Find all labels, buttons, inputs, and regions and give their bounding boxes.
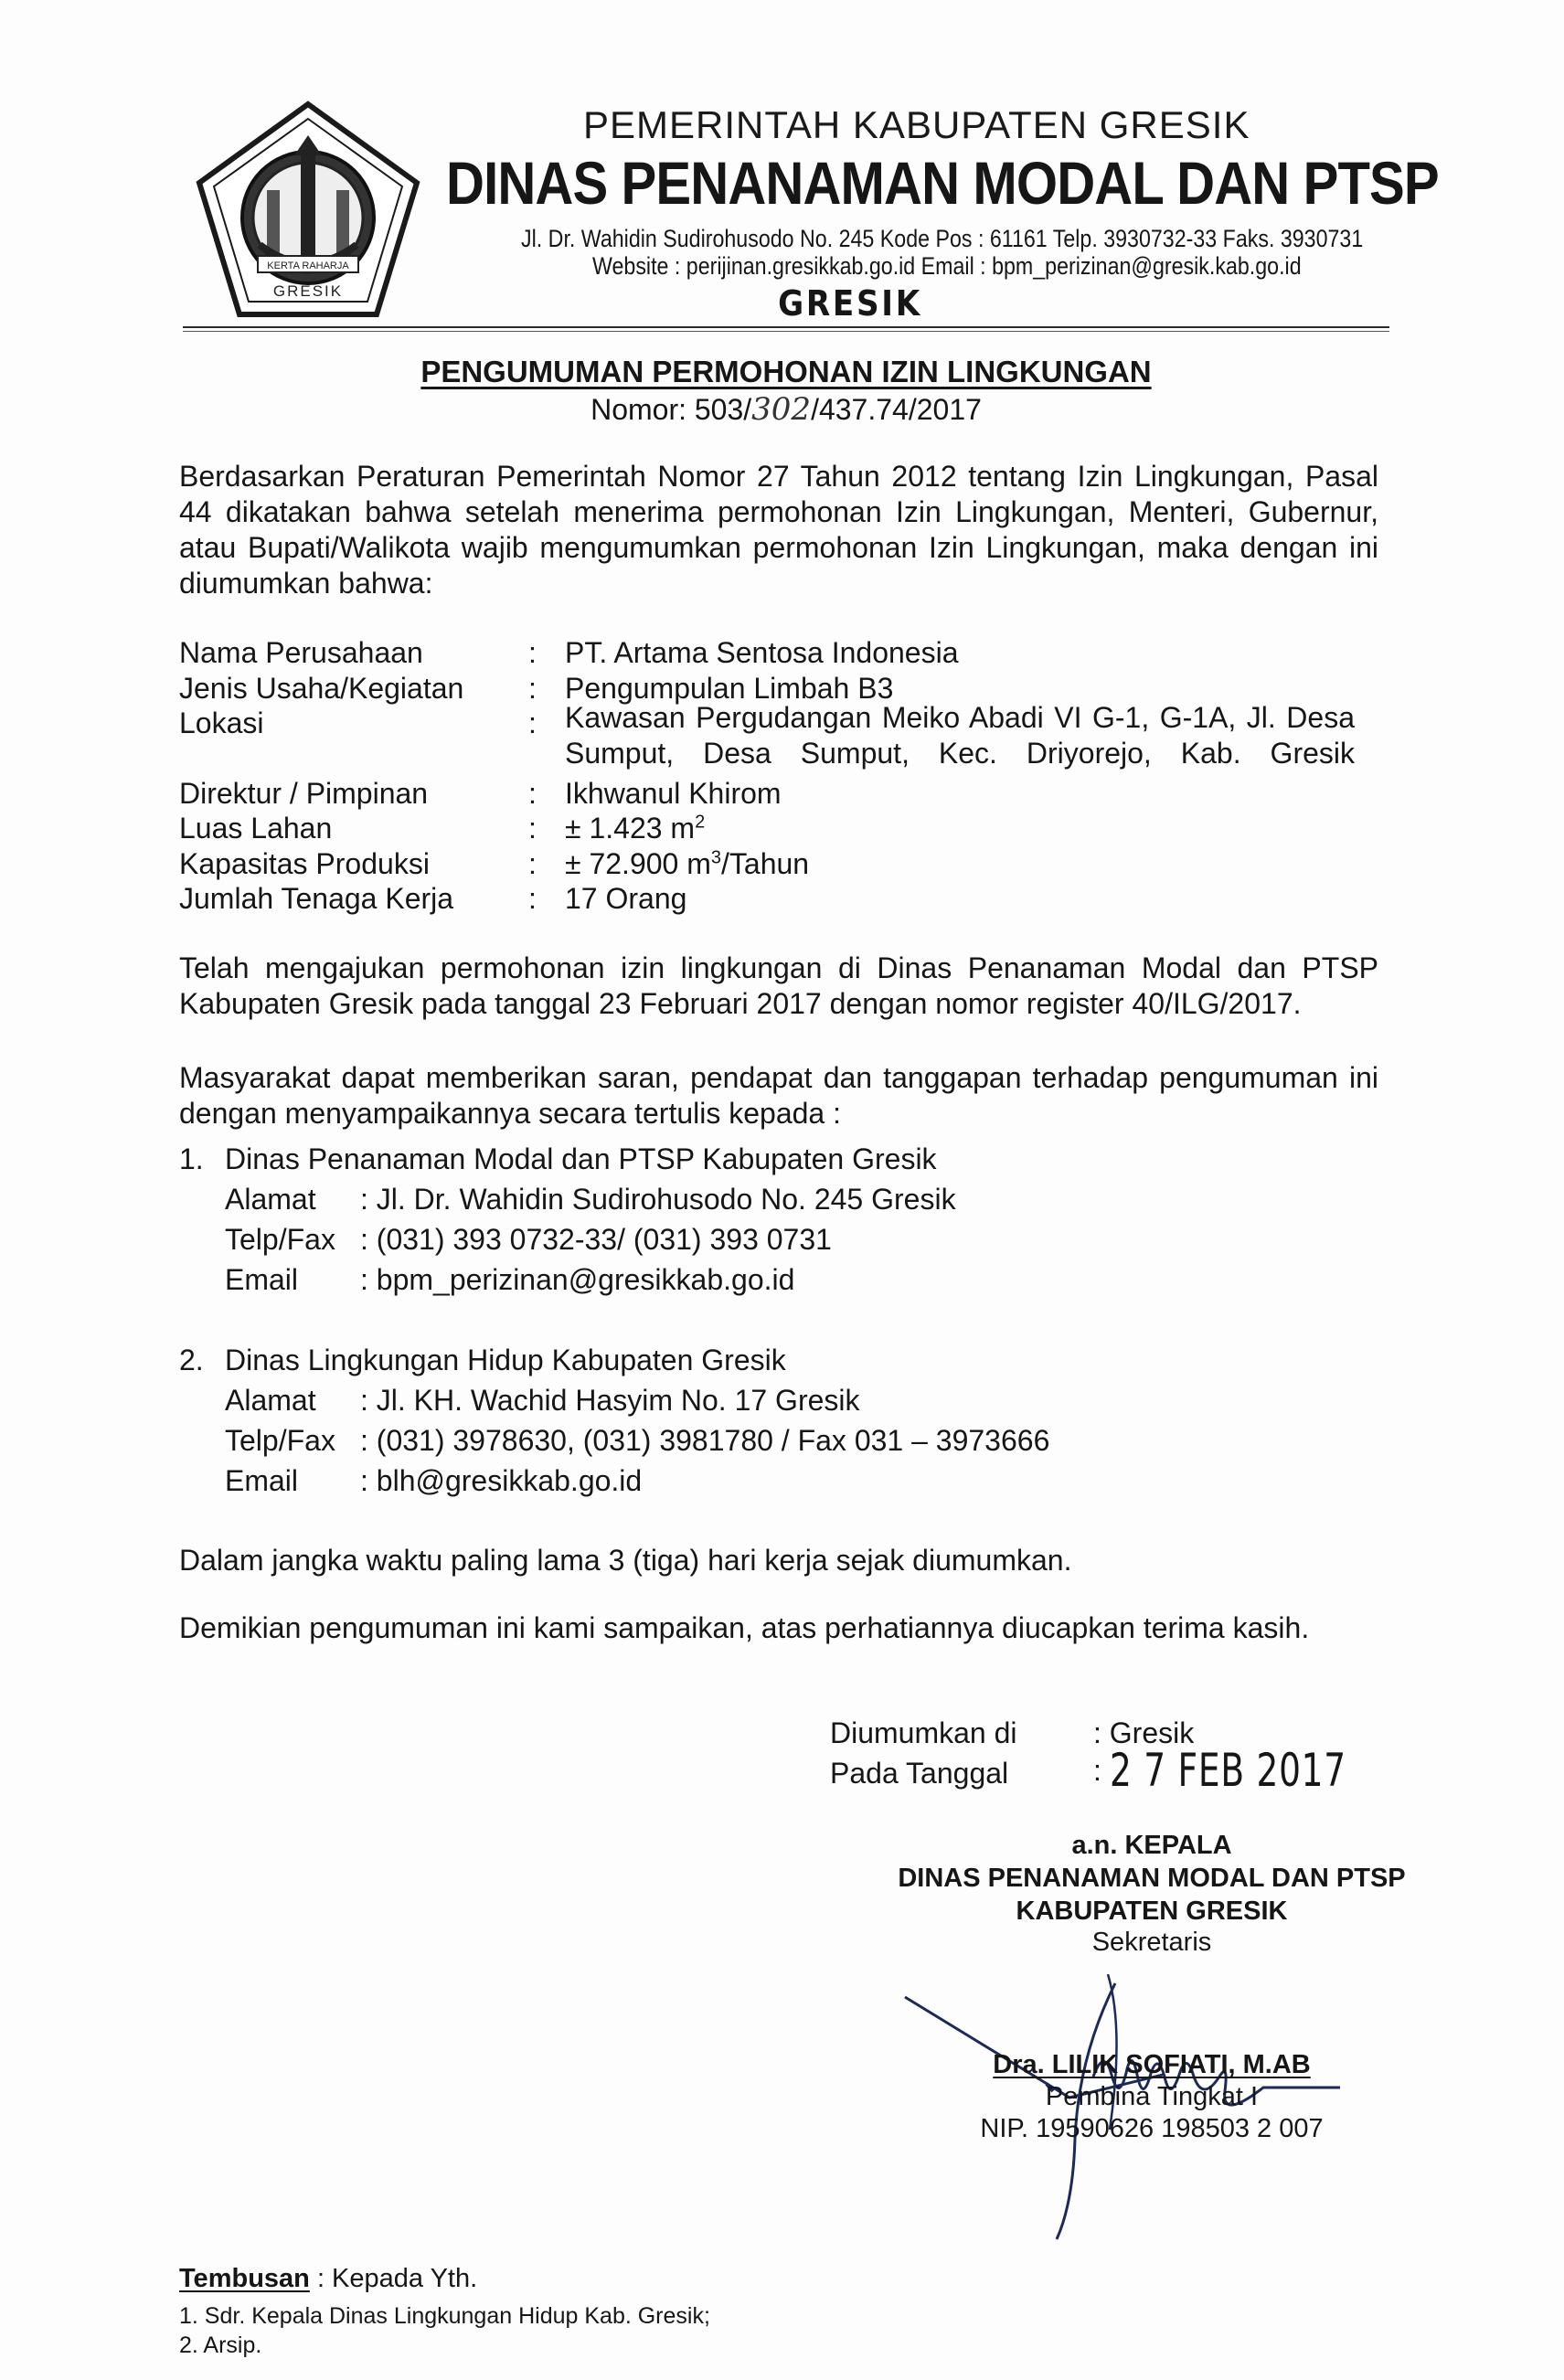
signer-rank: Pembina Tingkat I — [1045, 2082, 1259, 2111]
letterhead-rule — [183, 326, 1389, 328]
address-label: Alamat — [225, 1183, 316, 1216]
letterhead-city: GRESIK — [778, 283, 922, 324]
letterhead-address: Jl. Dr. Wahidin Sudirohusodo No. 245 Kode Pos : 61161 Telp. 3930732-33 Faks. 3930731 — [521, 225, 1364, 252]
on-behalf-of: a.n. KEPALA — [1071, 1831, 1232, 1860]
phone-label: Telp/Fax — [225, 1424, 335, 1457]
signer-name: Dra. LILIK SOFIATI, M.AB — [993, 2050, 1311, 2079]
area-value: ± 1.423 $m^2$ — [565, 812, 706, 845]
announcement-title: PENGUMUMAN PERMOHONAN IZIN LINGKUNGAN — [420, 355, 1152, 388]
signer-position: Sekretaris — [1091, 1928, 1212, 1957]
company-label: Nama Perusahaan — [179, 636, 423, 669]
phone-value: : (031) 3978630, (031) 3981780 / Fax 031 – 3973666 — [360, 1424, 1050, 1457]
intro-paragraph: Berdasarkan Peraturan Pemerintah Nomor 27 Tahun 2012 tentang Izin Lingkungan, Pasal 44 dikatakan bahwa setelah menerima permohonan Izin Lingkungan, Menteri, Gubernur, atau Bupati/Walikota wajib mengumumkan permohonan Izin Lingkungan, maka dengan ini diumumkan bahwa: — [179, 460, 1378, 600]
date-stamp: 2 7 FEB 2017 — [1109, 1744, 1346, 1797]
location-value: Kawasan Pergudangan Meiko Abadi VI G-1, G-1A, Jl. Desa Sumput, Desa Sumput, Kec. Driyorejo, Kab. Gresik — [565, 701, 1355, 770]
invitation-paragraph: Masyarakat dapat memberikan saran, pendapat dan tanggapan terhadap pengumuman ini dengan menyampaikannya secara tertulis kepada : — [179, 1061, 1378, 1130]
copies-heading: Tembusan : Kepada Yth. — [179, 2264, 478, 2293]
address-value: : Jl. KH. Wachid Hasyim No. 17 Gresik — [360, 1384, 860, 1417]
emblem-ribbon-text: KERTA RAHARJA — [267, 260, 349, 271]
colon: : — [528, 636, 537, 669]
letterhead-rule-thin — [183, 331, 1389, 332]
closing-paragraph: Demikian pengumuman ini kami sampaikan, atas perhatiannya diucapkan terima kasih. — [179, 1611, 1310, 1644]
colon: : — [528, 707, 537, 739]
signing-office: DINAS PENANAMAN MODAL DAN PTSP — [898, 1864, 1406, 1893]
colon: : — [528, 882, 537, 915]
capacity-label: Kapasitas Produksi — [179, 847, 430, 880]
business-label: Jenis Usaha/Kegiatan — [179, 672, 464, 705]
colon: : — [528, 777, 537, 810]
date-label: Pada Tanggal — [830, 1757, 1009, 1790]
letterhead-website: Website : perijinan.gresikkab.go.id Email : bpm_perizinan@gresik.kab.go.id — [592, 252, 1302, 280]
copy-recipient: 1. Sdr. Kepala Dinas Lingkungan Hidup Kab. Gresik; — [179, 2303, 710, 2329]
copy-recipient: 2. Arsip. — [179, 2332, 262, 2358]
colon: : — [528, 812, 537, 845]
company-value: PT. Artama Sentosa Indonesia — [565, 636, 959, 669]
email-value: : bpm_perizinan@gresikkab.go.id — [360, 1263, 795, 1296]
letterhead-office: DINAS PENANAMAN MODAL DAN PTSP — [446, 149, 1439, 217]
workers-value: 17 Orang — [565, 882, 687, 915]
signer-nip: NIP. 19590626 198503 2 007 — [980, 2114, 1324, 2143]
signing-regency: KABUPATEN GRESIK — [1016, 1897, 1288, 1926]
business-value: Pengumpulan Limbah B3 — [565, 672, 894, 705]
address-label: Alamat — [225, 1384, 316, 1417]
workers-label: Jumlah Tenaga Kerja — [179, 882, 454, 915]
contact-office-name: Dinas Penanaman Modal dan PTSP Kabupaten Gresik — [225, 1142, 937, 1175]
submission-paragraph: Telah mengajukan permohonan izin lingkungan di Dinas Penanaman Modal dan PTSP Kabupaten Gresik pada tanggal 23 Februari 2017 dengan nomor register 40/ILG/2017. — [179, 951, 1378, 1020]
deadline-paragraph: Dalam jangka waktu paling lama 3 (tiga) hari kerja sejak diumumkan. — [179, 1544, 1072, 1577]
place-label: Diumumkan di — [830, 1716, 1017, 1749]
contact-office-name: Dinas Lingkungan Hidup Kabupaten Gresik — [225, 1344, 786, 1376]
director-label: Direktur / Pimpinan — [179, 777, 429, 810]
email-value: : blh@gresikkab.go.id — [360, 1464, 643, 1497]
phone-value: : (031) 393 0732-33/ (031) 393 0731 — [360, 1223, 832, 1256]
email-label: Email — [225, 1263, 299, 1296]
colon: : — [528, 847, 537, 880]
emblem-name: GRESIK — [272, 282, 344, 300]
email-label: Email — [225, 1464, 299, 1497]
letter-number: Nomor: 503/302/437.74/2017 — [590, 391, 982, 428]
capacity-value: ± 72.900 $m^3$/Tahun — [565, 847, 810, 880]
letterhead-government: PEMERINTAH KABUPATEN GRESIK — [583, 103, 1250, 146]
address-value: : Jl. Dr. Wahidin Sudirohusodo No. 245 Gresik — [360, 1183, 956, 1216]
handwritten-number: 302 — [751, 391, 812, 428]
date-value: : 2 7 FEB 2017 — [1093, 1744, 1346, 1797]
colon: : — [528, 672, 537, 705]
director-value: Ikhwanul Khirom — [565, 777, 782, 810]
area-label: Luas Lahan — [179, 812, 333, 845]
gresik-regency-emblem — [194, 99, 422, 323]
place-value: : Gresik — [1093, 1716, 1195, 1749]
phone-label: Telp/Fax — [225, 1223, 335, 1256]
contact-number: 1. — [179, 1142, 204, 1175]
location-label: Lokasi — [179, 707, 264, 739]
contact-number: 2. — [179, 1344, 204, 1376]
